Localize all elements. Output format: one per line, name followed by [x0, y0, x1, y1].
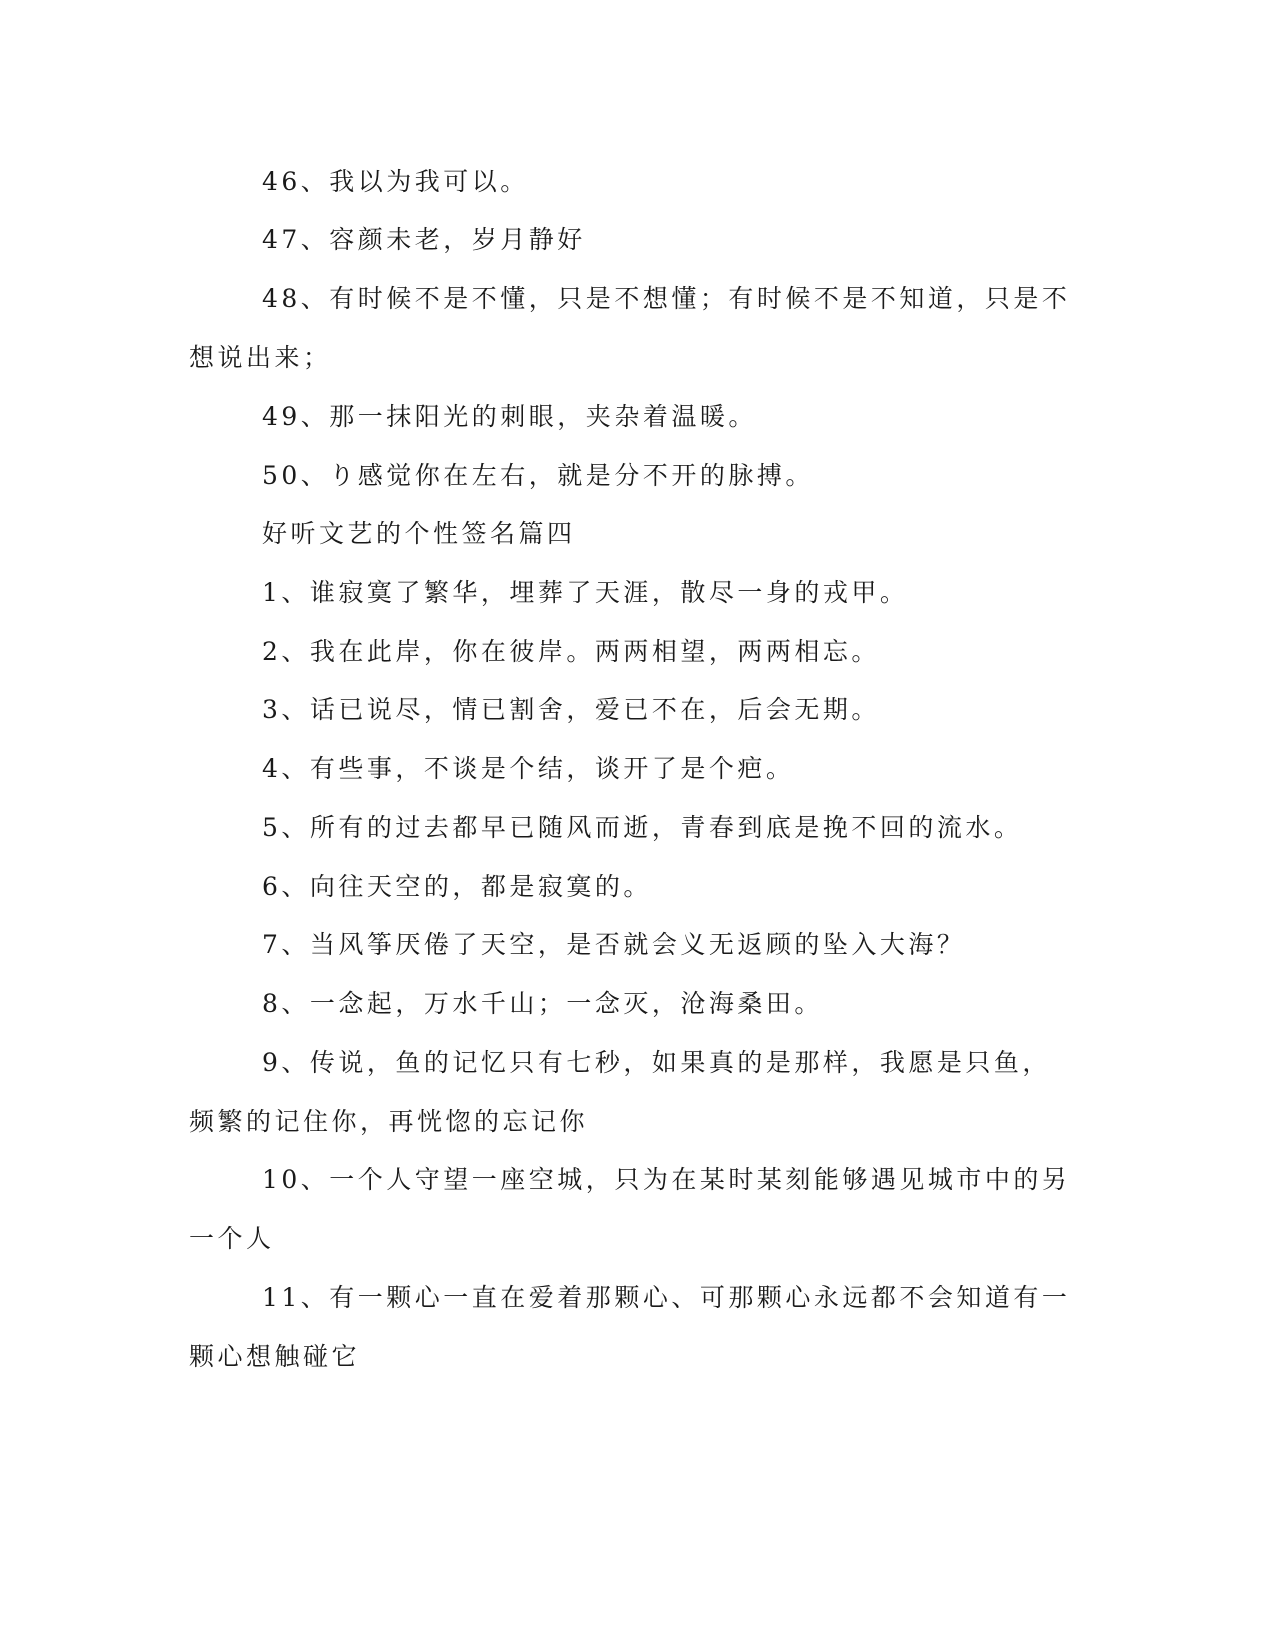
- section-heading: 好听文艺的个性签名篇四: [262, 519, 576, 548]
- text-line: 9、传说，鱼的记忆只有七秒，如果真的是那样，我愿是只鱼，: [262, 1048, 1051, 1077]
- text-line: 2、我在此岸，你在彼岸。两两相望，两两相忘。: [262, 637, 880, 666]
- text-line: 想说出来；: [189, 343, 332, 372]
- text-line: 5、所有的过去都早已随风而逝，青春到底是挽不回的流水。: [262, 813, 1023, 842]
- text-line: 10、一个人守望一座空城，只为在某时某刻能够遇见城市中的另: [262, 1165, 1071, 1194]
- text-line: 11、有一颗心一直在爱着那颗心、可那颗心永远都不会知道有一: [262, 1283, 1071, 1312]
- text-line: 49、那一抹阳光的刺眼，夹杂着温暖。: [262, 402, 757, 431]
- text-line: 1、谁寂寞了繁华，埋葬了天涯，散尽一身的戎甲。: [262, 578, 909, 607]
- text-line: 46、我以为我可以。: [262, 167, 529, 196]
- text-line: 一个人: [189, 1224, 275, 1253]
- text-line: 48、有时候不是不懂，只是不想懂；有时候不是不知道，只是不: [262, 284, 1071, 313]
- text-line: 8、一念起，万水千山；一念灭，沧海桑田。: [262, 989, 823, 1018]
- text-line: 6、向往天空的，都是寂寞的。: [262, 872, 652, 901]
- text-line: 频繁的记住你，再恍惚的忘记你: [189, 1107, 589, 1136]
- text-line: 颗心想触碰它: [189, 1342, 361, 1371]
- text-line: 3、话已说尽，情已割舍，爱已不在，后会无期。: [262, 695, 880, 724]
- text-line: 4、有些事，不谈是个结，谈开了是个疤。: [262, 754, 795, 783]
- text-line: 47、容颜未老，岁月静好: [262, 225, 586, 254]
- text-line: 50、り感觉你在左右，就是分不开的脉搏。: [262, 461, 814, 490]
- text-line: 7、当风筝厌倦了天空，是否就会义无返顾的坠入大海？: [262, 930, 966, 959]
